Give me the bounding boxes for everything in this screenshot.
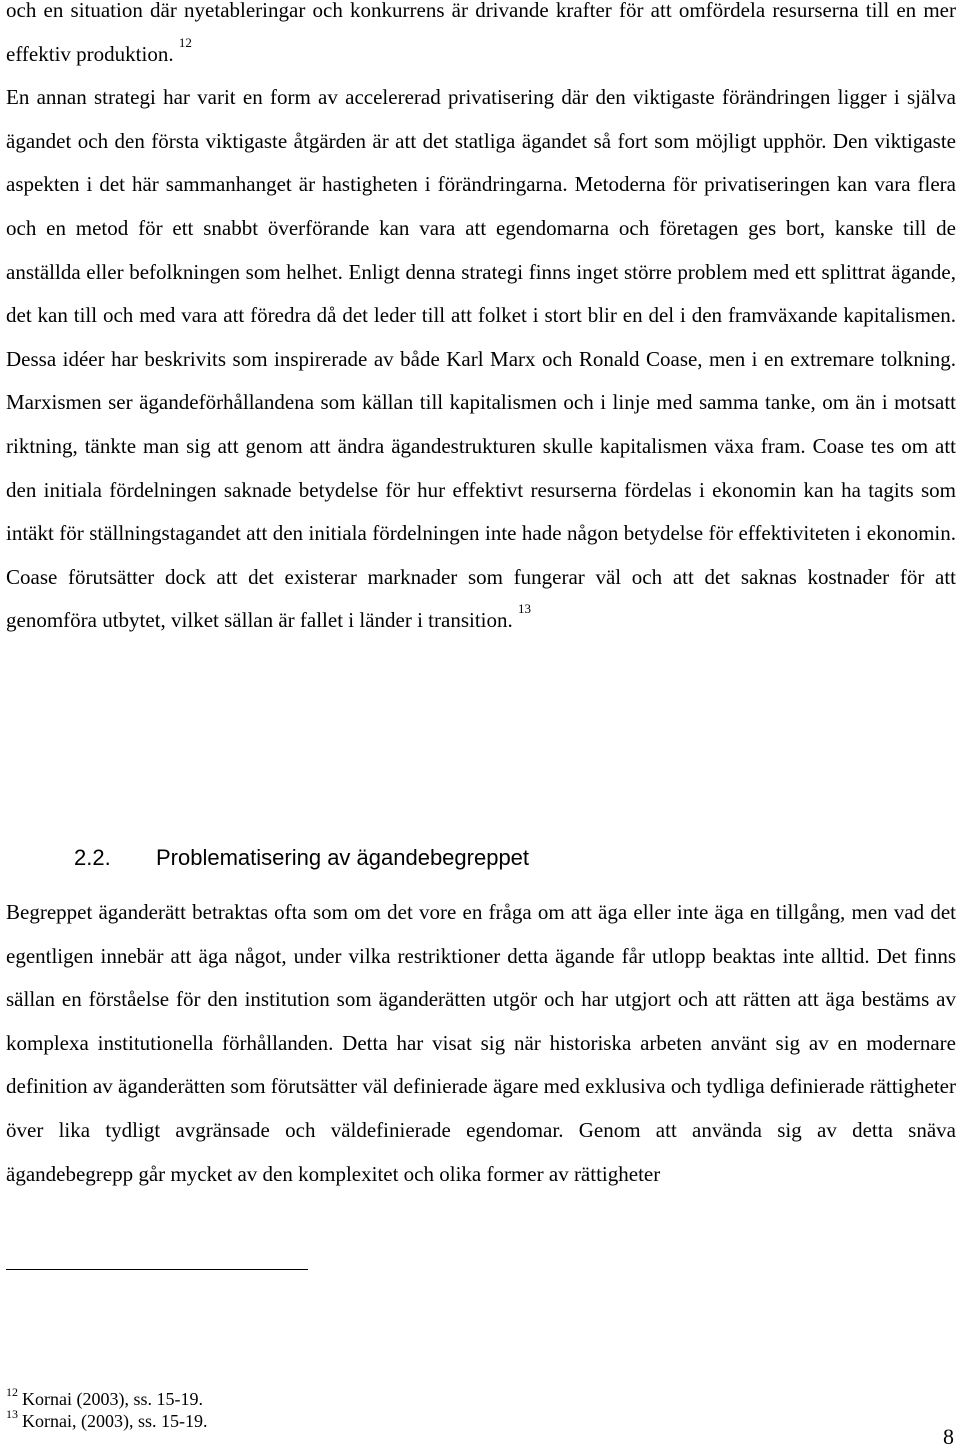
- paragraph-text: En annan strategi har varit en form av accelererad privatisering där den viktigaste förändringen ligger i själva ägandet och den första viktigaste åtgärden är att det statliga ägandet så fort som möjligt upphör. Den viktigaste aspekten i det här sammanhanget är hastigheten i förändringarna. Metoderna för privatiseringen kan vara flera och en metod för ett snabbt överförande kan vara att egendomarna och företagen ges bort, kanske till de anställda eller befolkningen som helhet. Enligt denna strategi finns inget större problem med ett splittrat ägande, det kan till och med vara att föredra då det leder till att folket i stort blir en del i den framväxande kapitalismen. Dessa idéer har beskrivits som inspirerade av både Karl Marx och Ronald Coase, men i en extremare tolkning. Marxismen ser ägandeförhållandena som källan till kapitalismen och i linje med samma tanke, om än i motsatt riktning, tänkte man sig att genom att ändra ägandestrukturen skulle kapitalismen växa fram. Coase tes om att den initiala fördelningen saknade betydelse för hur effektivt resurserna fördelas i ekonomin kan ha tagits som intäkt för ställningstagandet att den initiala fördelningen inte hade någon betydelse för effektiviteten i ekonomin. Coase förutsätter dock att det existerar marknader som fungerar väl och att det saknas kostnader för att genomföra utbytet, vilket sällan är fallet i länder i transition.: [6, 85, 956, 633]
- footnotes: [6, 1385, 208, 1432]
- footnote-separator: [6, 1269, 308, 1270]
- page-number: 8: [943, 1424, 954, 1449]
- section-number: 2.2.: [74, 845, 111, 870]
- page-body: [6, 0, 956, 643]
- body-paragraph-1: [6, 0, 956, 643]
- body-paragraph-2-container: [6, 891, 956, 1196]
- footnote-number: 12: [6, 1385, 18, 1399]
- footnote-text: Kornai, (2003), ss. 15-19.: [22, 1411, 208, 1431]
- body-paragraph-2: Begreppet äganderätt betraktas ofta som om det vore en fråga om att äga eller inte äga en tillgång, men vad det egentligen innebär att äga något, under vilka restriktioner detta ägande får utlopp beaktas inte alltid. Det finns sällan en förståelse för den institution som äganderätten utgör och har utgjort och att rätten att äga bestäms av komplexa institutionella förhållanden. Detta har visat sig när historiska arbeten använt sig av en modernare definition av äganderätten som förutsätter väl definierade ägare med exklusiva och tydliga definierade rättigheter över lika tydligt avgränsade och väldefinierade egendomar. Genom att använda sig av detta snäva ägandebegrepp går mycket av den komplexitet och olika former av rättigheter: [6, 900, 956, 1186]
- footnote-12: [6, 1385, 207, 1410]
- footnote-text: Kornai (2003), ss. 15-19.: [22, 1389, 203, 1409]
- footnote-reference-13: 13: [518, 601, 532, 617]
- footnote-reference-12: 12: [178, 34, 192, 50]
- paragraph-text: och en situation där nyetableringar och konkurrens är drivande krafter för att omfördela resurserna till en mer effektiv produktion.: [6, 0, 956, 66]
- footnote-13: [6, 1407, 208, 1432]
- section-heading: [74, 843, 529, 873]
- section-title: Problematisering av ägandebegreppet: [156, 845, 530, 870]
- footnote-number: 13: [6, 1407, 18, 1421]
